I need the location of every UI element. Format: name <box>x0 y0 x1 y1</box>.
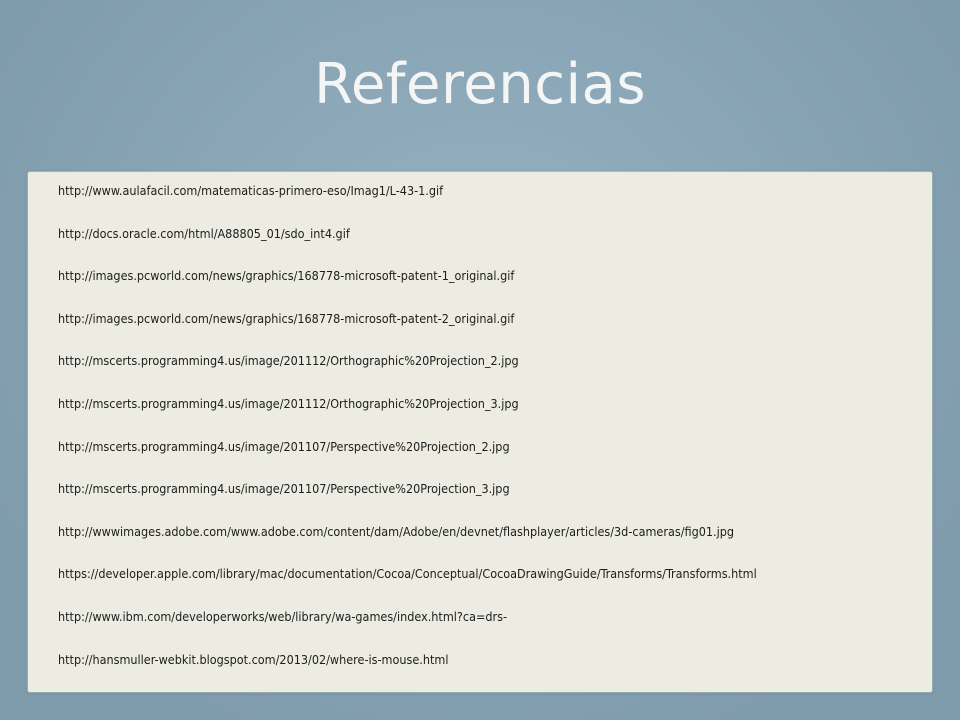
reference-link[interactable]: http://mscerts.programming4.us/image/201112/Orthographic%20Projection_3.jpg <box>58 395 519 411</box>
reference-link[interactable]: http://mscerts.programming4.us/image/201107/Perspective%20Projection_3.jpg <box>58 481 510 497</box>
reference-link[interactable]: http://images.pcworld.com/news/graphics/168778-microsoft-patent-1_original.gif <box>58 268 515 284</box>
reference-link[interactable]: http://www.aulafacil.com/matematicas-primero-eso/Imag1/L-43-1.gif <box>58 183 444 198</box>
reference-link[interactable]: http://mscerts.programming4.us/image/201112/Orthographic%20Projection_2.jpg <box>58 353 519 369</box>
reference-link[interactable]: http://wwwimages.adobe.com/www.adobe.com/content/dam/Adobe/en/devnet/flashplayer/articles/3d-cameras/fig01.jpg <box>58 523 735 539</box>
references-list <box>58 182 908 693</box>
slide-title: Referencias <box>313 52 647 117</box>
reference-link[interactable]: http://hansmuller-webkit.blogspot.com/2013/02/where-is-mouse.html <box>58 651 449 667</box>
reference-link[interactable]: http://docs.oracle.com/html/A88805_01/sdo_int4.gif <box>58 225 350 241</box>
reference-link[interactable]: http://images.pcworld.com/news/graphics/168778-microsoft-patent-2_original.gif <box>58 310 515 326</box>
reference-link[interactable]: https://developer.apple.com/library/mac/documentation/Cocoa/Conceptual/CocoaDrawingGuide/Transforms/Transforms.html <box>58 566 757 582</box>
reference-link[interactable]: http://www.ibm.com/developerworks/web/library/wa-games/index.html?ca=drs- <box>58 608 508 624</box>
references-panel <box>28 172 932 692</box>
reference-link[interactable]: http://mscerts.programming4.us/image/201107/Perspective%20Projection_2.jpg <box>58 438 510 454</box>
